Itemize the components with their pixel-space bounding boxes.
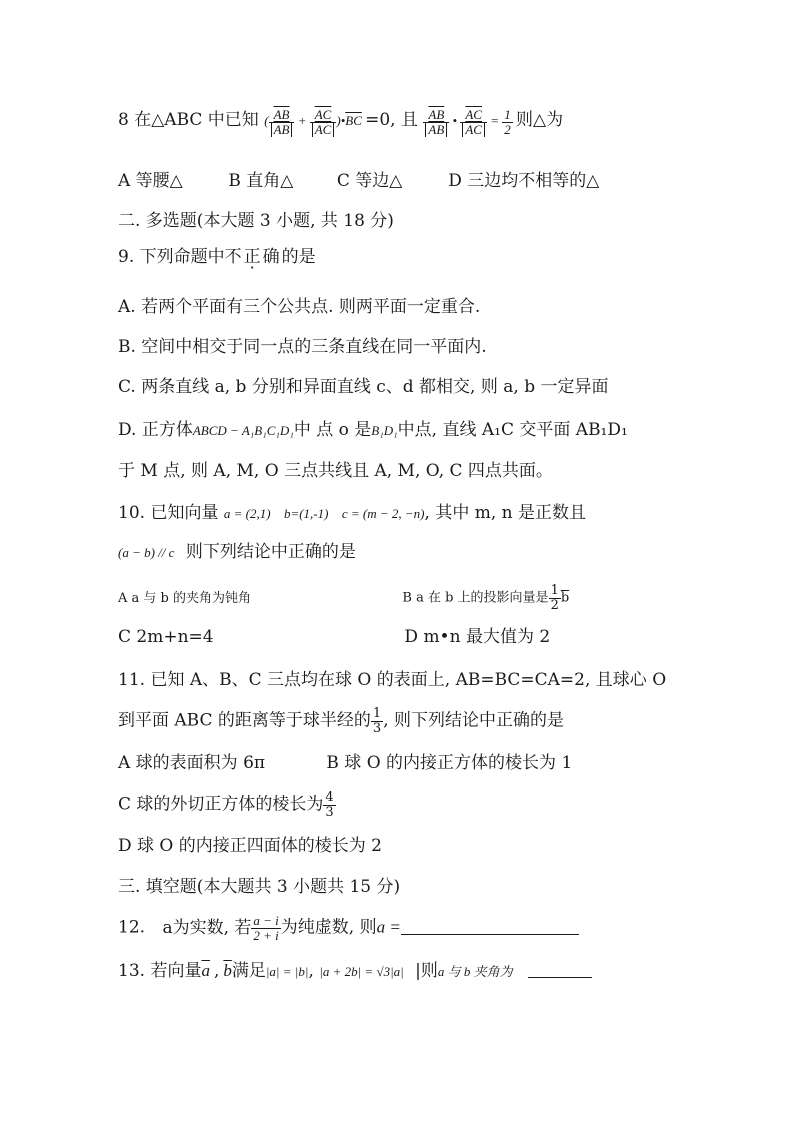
q8-formula-2: $\frac{\overline{AB}}{AB}$ • $\frac{\overline{AC}}{AC}$ = $\frac{1}{2}$ [423, 113, 516, 128]
q8-option-a: A 等腰△ [118, 171, 183, 191]
q10-stem-line2: (a − b) // c 则下列结论中正确的是 [118, 542, 356, 562]
q10-options-ab [118, 584, 569, 612]
q13-stem: 13. 若向量$\overline{a}$ , $\overline{b}$满足|a| = |b|, |a + 2b| = √3|a| |则a 与 b 夹角为 [118, 960, 592, 983]
q10-vector-c: c = (m − 2, −n) [341, 506, 425, 521]
q10-vector-b: b=(1,-1) [283, 506, 329, 521]
q8-number: 8 [118, 110, 129, 131]
q10-stem-line1: 10. 已知向量 a = (2,1) b=(1,-1) c = (m − 2, −n), 其中 m, n 是正数且 [118, 503, 587, 523]
q11-stem-line1: 11. 已知 A、B、C 三点均在球 O 的表面上, AB=BC=CA=2, 且球心 O [118, 670, 667, 690]
q8-stem [118, 108, 563, 136]
q10-option-a: A a 与 b 的夹角为钝角 [118, 590, 251, 606]
q8-option-d: D 三边均不相等的△ [448, 171, 600, 191]
q9-option-a: A. 若两个平面有三个公共点. 则两平面一定重合. [118, 297, 481, 317]
q11-option-a: A 球的表面积为 6π [118, 753, 266, 773]
q11-option-c: C 球的外切正方体的棱长为 $\frac{4}{3}$ [118, 790, 334, 820]
q13-relation: a 与 b 夹角为 [437, 964, 513, 979]
q12-fraction: $\frac{a - i}{2 + i}$ [253, 913, 279, 943]
q10-option-c: C 2m+n=4 [118, 627, 214, 647]
q10-option-d: D m•n 最大值为 2 [404, 627, 551, 647]
q8-suffix: 则△为 [516, 110, 564, 131]
q8-eq-zero: =0, 且 [365, 110, 418, 131]
q9-stem: 9. 下列命题中不正确的是 [118, 247, 316, 267]
q13-vector-b: $\overline{b}$ [223, 961, 232, 980]
q8-options [118, 170, 599, 192]
section2-heading: 二. 多选题(本大题 3 小题, 共 18 分) [118, 211, 394, 231]
q12-answer-blank[interactable] [401, 934, 579, 935]
q9-option-d-line2: 于 M 点, 则 A, M, O 三点共线且 A, M, O, C 四点共面。 [118, 461, 553, 481]
q11-stem-line2: 到平面 ABC 的距离等于球半经的 $\frac{1}{3}$ , 则下列结论中正确的是 [118, 706, 564, 736]
q13-answer-blank[interactable] [528, 977, 592, 978]
q12-stem: 12. a为实数, 若 $\frac{a - i}{2 + i}$ 为纯虚数, 则a = [118, 914, 579, 942]
q9-option-b: B. 空间中相交于同一点的三条直线在同一平面内. [118, 337, 487, 357]
q10-condition: (a − b) // c [118, 545, 175, 560]
q11-option-d: D 球 O 的内接正四面体的棱长为 2 [118, 836, 382, 856]
q8-option-c: C 等边△ [336, 171, 403, 191]
q8-prefix: 在△ABC 中已知 [134, 110, 259, 131]
q11-fraction: $\frac{1}{3}$ [372, 706, 382, 736]
q10-options-cd [118, 626, 550, 648]
q10-option-b: B a 在 b 上的投影向量是 $\frac{1}{2}$ $\overline{b}$ [402, 583, 570, 613]
q13-condition-1: |a| = |b| [265, 964, 309, 979]
q8-formula: ( $\frac{\overline{AB}}{AB}$ + $\frac{\overline{AC}}{AC}$ )$•\overline{BC}$ [264, 107, 362, 137]
q9-option-d-line1: D. 正方体ABCD − A₁B₁C₁D₁中 点 o 是B₁D₁中点, 直线 A₁C 交平面 AB₁D₁ [118, 420, 628, 440]
q10-vector-a: a = (2,1) [223, 506, 271, 521]
section3-heading: 三. 填空题(本大题共 3 小题共 15 分) [118, 877, 401, 897]
q13-condition-2: |a + 2b| = √3|a| [319, 964, 404, 979]
q11-option-b: B 球 O 的内接正方体的棱长为 1 [326, 753, 573, 773]
q9-segment: B₁D₁ [371, 423, 398, 438]
q9-cube-notation: ABCD − A₁B₁C₁D₁ [192, 423, 294, 438]
q8-option-b: B 直角△ [228, 171, 294, 191]
q11-c-fraction: $\frac{4}{3}$ [325, 790, 334, 820]
q13-vector-a: $\overline{a}$ [201, 961, 210, 980]
q9-option-c: C. 两条直线 a, b 分别和异面直线 c、d 都相交, 则 a, b 一定异面 [118, 377, 609, 397]
q9-emphasis: 不正确 [224, 247, 282, 267]
q11-options-ab [118, 752, 572, 774]
